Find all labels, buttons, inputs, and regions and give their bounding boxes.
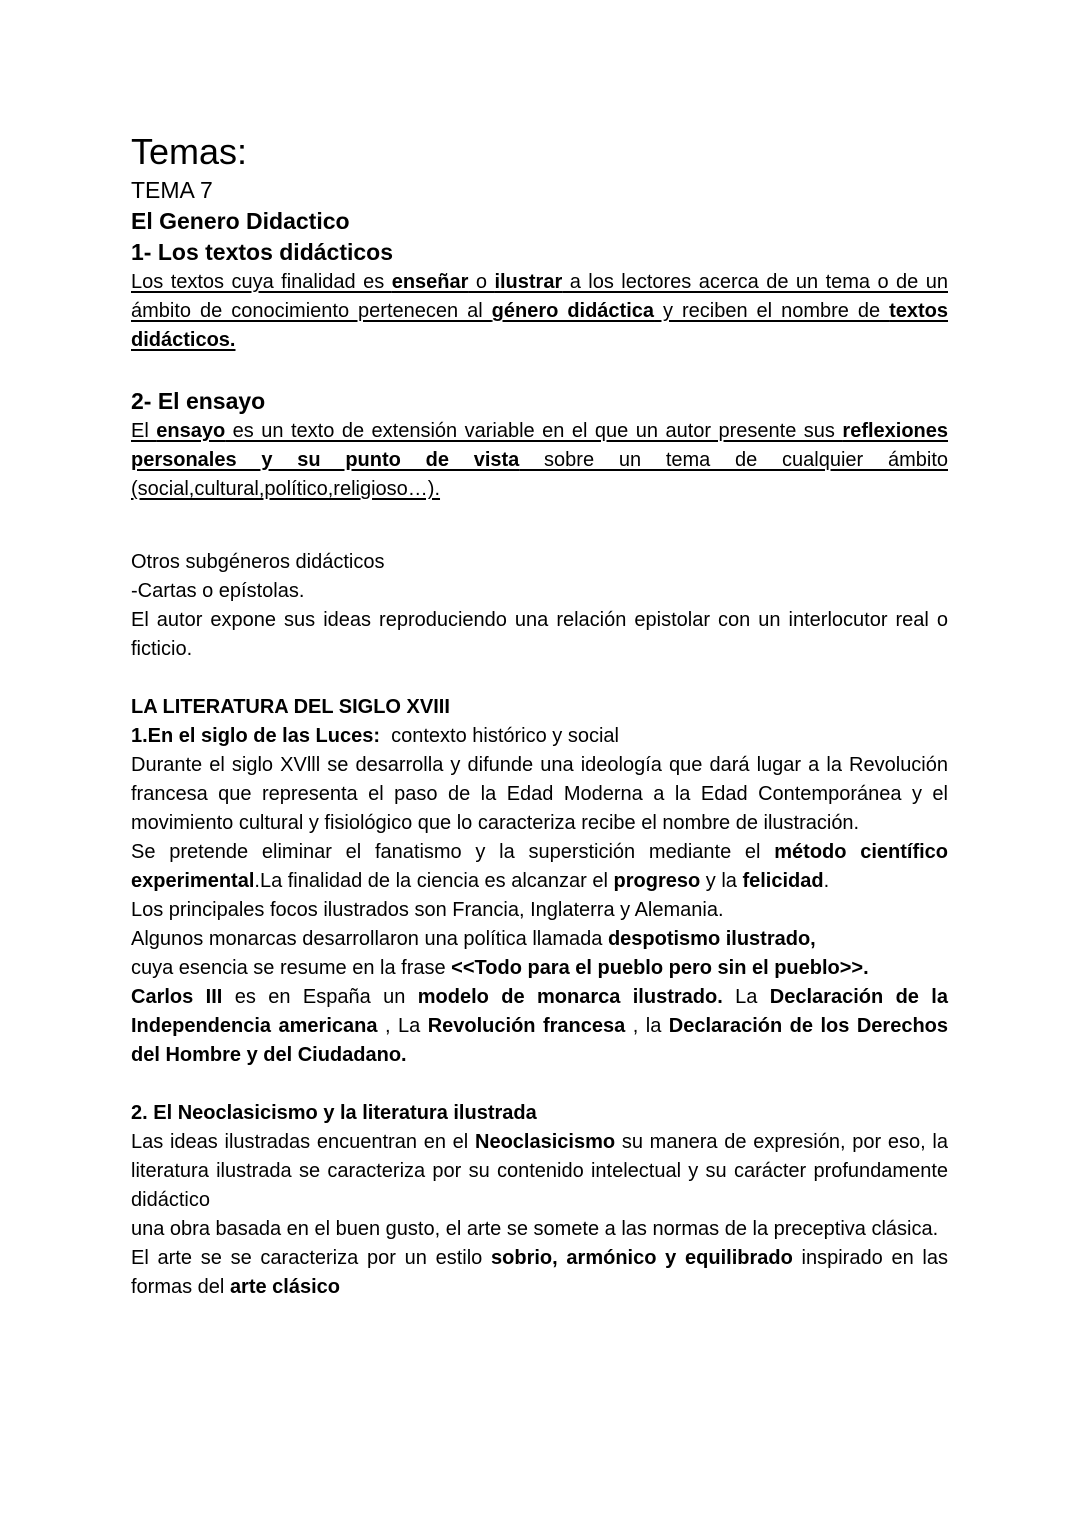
neo-heading: 2. El Neoclasicismo y la literatura ilustrada — [131, 1102, 537, 1124]
text-run: Algunos monarcas desarrollaron una política llamada — [131, 928, 608, 950]
document-page — [131, 130, 948, 1302]
text-run: inspirado en las formas del — [131, 1247, 948, 1298]
text-run: La — [722, 986, 770, 1008]
otros-paragraph: El autor expone sus ideas reproduciendo una relación epistolar con un interlocutor real o ficticio. — [131, 609, 948, 660]
text-run: El — [131, 420, 157, 442]
bold-run: 1.En el siglo de las Luces: — [131, 725, 380, 747]
siglo-paragraph-4 — [131, 925, 948, 954]
bold-run: Neoclasicismo — [475, 1131, 616, 1153]
bold-run: felicidad — [742, 870, 824, 892]
tema-label: TEMA 7 — [131, 177, 213, 203]
text-run: a los lectores acerca de un tema o de un ámbito de conocimiento pertenecen al — [131, 271, 948, 322]
bold-run: sobrio, armónico y equilibrado — [491, 1247, 793, 1269]
text-run: es en España un — [222, 986, 418, 1008]
text-run: Las ideas ilustradas encuentran en el — [131, 1131, 475, 1153]
bold-run: Declaración de la Independencia americana — [131, 986, 948, 1037]
bold-run: progreso — [613, 870, 701, 892]
section-1-heading: 1- Los textos didácticos — [131, 239, 394, 265]
siglo-heading: LA LITERATURA DEL SIGLO XVIII — [131, 696, 450, 718]
siglo-paragraph-3: Los principales focos ilustrados son Francia, Inglaterra y Alemania. — [131, 899, 724, 921]
bold-run: método científico experimental — [131, 841, 948, 892]
otros-item: -Cartas o epístolas. — [131, 580, 305, 602]
text-run: .La finalidad de la ciencia es alcanzar el — [254, 870, 614, 892]
bold-run: ilustrar — [494, 271, 563, 293]
bold-run: reflexiones personales y su punto de vista — [131, 420, 949, 471]
text-run: es un texto de extensión variable en el que un autor presente sus — [225, 420, 843, 442]
text-run: y reciben el nombre de — [654, 300, 890, 322]
text-run: , La — [377, 1015, 428, 1037]
siglo-paragraph-2 — [131, 838, 948, 896]
bold-run: <<Todo para el pueblo pero sin el pueblo>>. — [451, 957, 869, 979]
bold-run: modelo de monarca ilustrado. — [417, 986, 723, 1008]
text-run: Los textos cuya finalidad es — [131, 271, 392, 293]
bold-run: despotismo ilustrado, — [607, 928, 816, 950]
neo-paragraph-3 — [131, 1244, 948, 1302]
text-run: . — [823, 870, 830, 892]
text-run: o — [468, 271, 495, 293]
bold-run: género didáctica — [491, 300, 655, 322]
siglo-paragraph-5 — [131, 954, 948, 983]
text-run: El arte se se caracteriza por un estilo — [131, 1247, 492, 1269]
siglo-subheading — [131, 722, 948, 751]
bold-run: Carlos III — [131, 986, 223, 1008]
text-run: y la — [700, 870, 743, 892]
bold-run: Revolución francesa — [427, 1015, 626, 1037]
text-run: su manera de expresión, por eso, la literatura ilustrada se caracteriza por su contenido intelectual y su carácter profundamente didáctico — [131, 1131, 948, 1211]
text-run: cuya esencia se resume en la frase — [131, 957, 452, 979]
bold-run: ensayo — [156, 420, 226, 442]
section-2-heading: 2- El ensayo — [131, 388, 266, 414]
text-run: Se pretende eliminar el fanatismo y la superstición mediante el — [131, 841, 775, 863]
otros-heading: Otros subgéneros didácticos — [131, 551, 385, 573]
siglo-paragraph-1: Durante el siglo XVlll se desarrolla y difunde una ideología que dará lugar a la Revolución francesa que representa el paso de la Edad Moderna a la Edad Contemporánea y el movimiento cultural y fisiológico que lo caracteriza recibe el nombre de ilustración. — [131, 754, 948, 834]
bold-run: arte clásico — [229, 1276, 341, 1298]
neo-paragraph-2: una obra basada en el buen gusto, el arte se somete a las normas de la preceptiva clásica. — [131, 1218, 939, 1240]
text-run: contexto histórico y social — [379, 725, 619, 747]
bold-run: Declaración de los Derechos del Hombre y del Ciudadano. — [131, 1015, 948, 1066]
text-run: , la — [625, 1015, 669, 1037]
text-run: sobre un tema de cualquier ámbito (social,cultural,político,religioso…). — [131, 449, 948, 500]
genre-heading: El Genero Didactico — [131, 208, 350, 234]
siglo-paragraph-6 — [131, 983, 948, 1070]
section-1-paragraph — [131, 268, 948, 355]
neo-paragraph-1 — [131, 1128, 948, 1215]
section-2-paragraph — [131, 417, 948, 504]
page-title: Temas: — [131, 131, 248, 172]
bold-run: textos didácticos. — [131, 300, 949, 351]
bold-run: enseñar — [391, 271, 469, 293]
